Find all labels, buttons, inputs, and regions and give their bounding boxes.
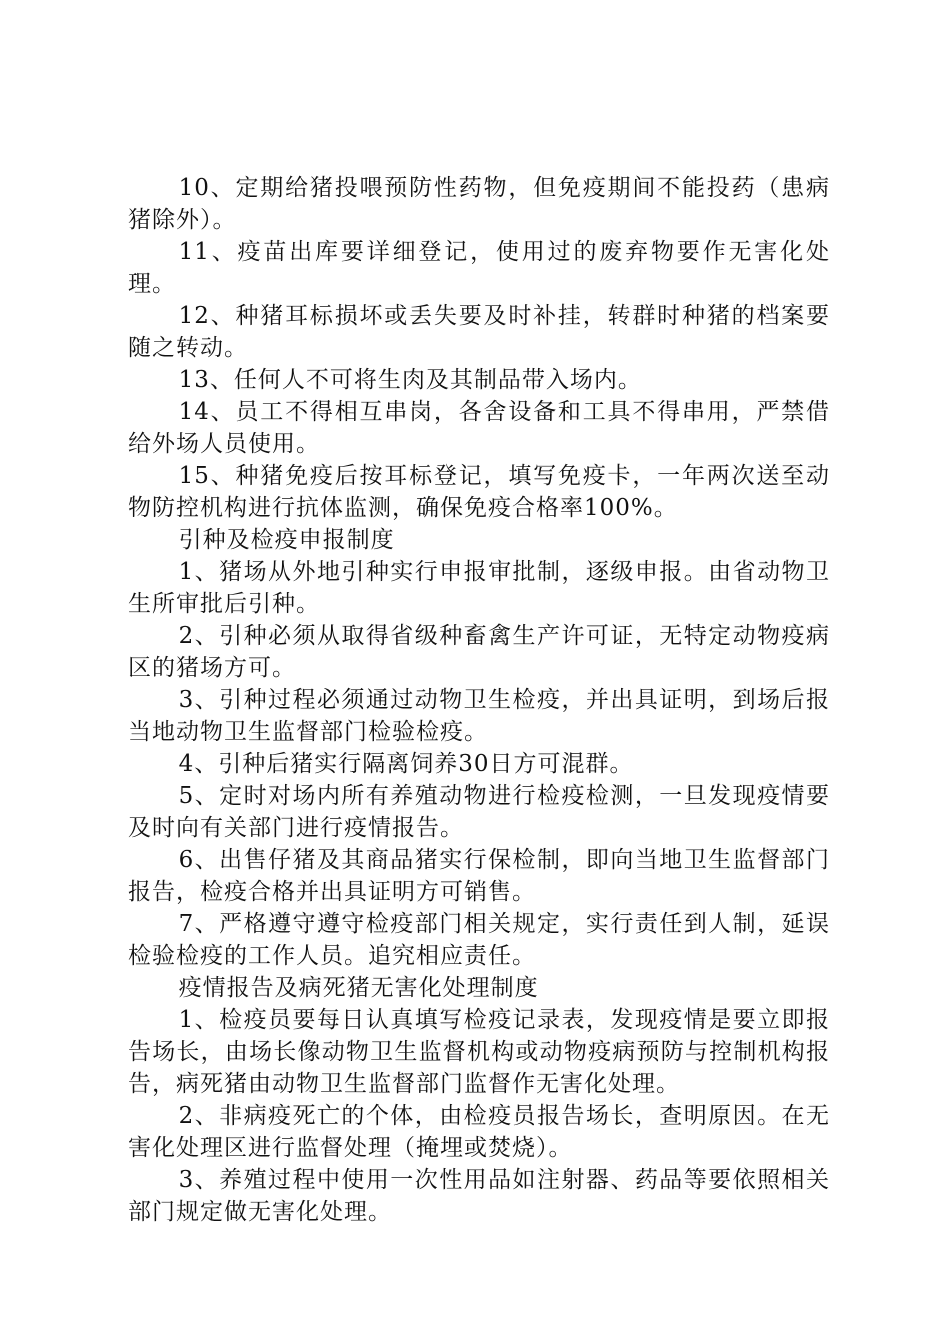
paragraph-item-10: 10、定期给猪投喂预防性药物，但免疫期间不能投药（患病猪除外）。 bbox=[128, 175, 830, 233]
paragraph-item-3: 3、引种过程必须通过动物卫生检疫，并出具证明，到场后报当地动物卫生监督部门检验检疫。 bbox=[128, 687, 830, 745]
paragraph-item-1b: 1、检疫员要每日认真填写检疫记录表，发现疫情是要立即报告场长，由场长像动物卫生监督机构或动物疫病预防与控制机构报告，病死猪由动物卫生监督部门监督作无害化处理。 bbox=[128, 1007, 830, 1097]
paragraph-item-15: 15、种猪免疫后按耳标登记，填写免疫卡，一年两次送至动物防控机构进行抗体监测，确保免疫合格率100%。 bbox=[128, 463, 830, 521]
paragraph-item-6: 6、出售仔猪及其商品猪实行保检制，即向当地卫生监督部门报告，检疫合格并出具证明方可销售。 bbox=[128, 847, 830, 905]
paragraph-item-4: 4、引种后猪实行隔离饲养30日方可混群。 bbox=[178, 751, 634, 777]
paragraph-item-2: 2、引种必须从取得省级种畜禽生产许可证，无特定动物疫病区的猪场方可。 bbox=[128, 623, 830, 681]
paragraph-item-3b: 3、养殖过程中使用一次性用品如注射器、药品等要依照相关部门规定做无害化处理。 bbox=[128, 1167, 830, 1225]
paragraph-item-7: 7、严格遵守遵守检疫部门相关规定，实行责任到人制，延误检验检疫的工作人员。追究相应责任。 bbox=[128, 911, 830, 969]
paragraph-item-5: 5、定时对场内所有养殖动物进行检疫检测，一旦发现疫情要及时向有关部门进行疫情报告。 bbox=[128, 783, 830, 841]
paragraph-item-14: 14、员工不得相互串岗，各舍设备和工具不得串用，严禁借给外场人员使用。 bbox=[128, 399, 830, 457]
section-heading-epidemic-report: 疫情报告及病死猪无害化处理制度 bbox=[178, 975, 539, 1001]
paragraph-item-1: 1、猪场从外地引种实行申报审批制，逐级申报。由省动物卫生所审批后引种。 bbox=[128, 559, 830, 617]
document-body bbox=[128, 172, 830, 1228]
paragraph-item-2b: 2、非病疫死亡的个体，由检疫员报告场长，查明原因。在无害化处理区进行监督处理（掩埋或焚烧）。 bbox=[128, 1103, 830, 1161]
paragraph-item-11: 11、疫苗出库要详细登记，使用过的废弃物要作无害化处理。 bbox=[128, 239, 830, 297]
paragraph-item-12: 12、种猪耳标损坏或丢失要及时补挂，转群时种猪的档案要随之转动。 bbox=[128, 303, 830, 361]
section-heading-introduction-quarantine: 引种及检疫申报制度 bbox=[178, 527, 395, 553]
paragraph-item-13: 13、任何人不可将生肉及其制品带入场内。 bbox=[178, 367, 642, 393]
